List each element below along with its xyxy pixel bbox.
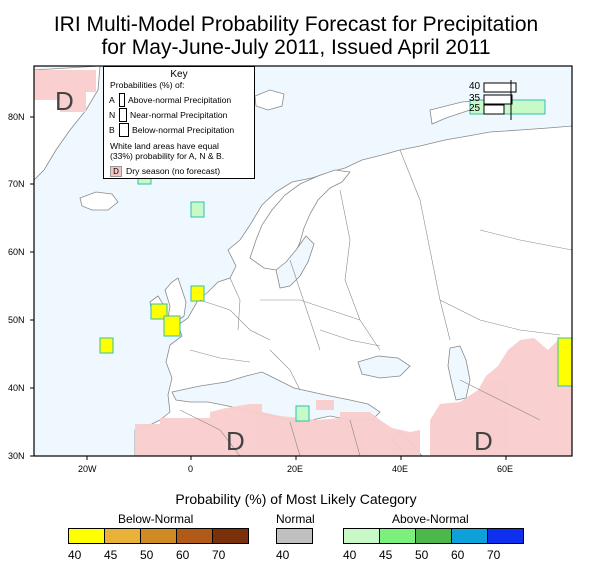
below-normal-patch-france bbox=[191, 286, 204, 301]
legend-swatch-below-normal-70 bbox=[212, 528, 249, 544]
key-subheading: Probabilities (%) of: bbox=[110, 80, 185, 90]
key-bar-a bbox=[119, 93, 125, 107]
sample-probability-bars bbox=[484, 80, 516, 120]
lon-label-20e: 20E bbox=[287, 464, 304, 474]
sample-value-n: 35 bbox=[469, 93, 481, 104]
dry-marker-greenland: D bbox=[55, 86, 74, 116]
lat-label-60n: 60N bbox=[8, 247, 25, 257]
lat-label-30n: 30N bbox=[8, 451, 25, 461]
key-letter-b: B bbox=[109, 125, 115, 135]
key-note-line1: White land areas have equal bbox=[110, 141, 219, 151]
legend-swatch-above-normal-50 bbox=[415, 528, 452, 544]
below-normal-patch-channel bbox=[164, 316, 180, 336]
sample-value-b: 25 bbox=[469, 103, 481, 114]
legend-group-below: Below-Normal bbox=[118, 512, 194, 526]
lon-label-40e: 40E bbox=[392, 464, 409, 474]
key-row-below: Below-normal Precipitation bbox=[132, 125, 235, 135]
dry-marker-middle-east: D bbox=[474, 426, 493, 456]
lat-label-80n: 80N bbox=[8, 112, 25, 122]
key-dry-swatch: D bbox=[110, 166, 122, 177]
legend-swatch-above-normal-40 bbox=[343, 528, 380, 544]
key-bar-b bbox=[119, 123, 129, 137]
map-title: IRI Multi-Model Probability Forecast for Precipitation bbox=[53, 13, 539, 36]
legend-label-below-normal-45: 45 bbox=[104, 548, 118, 562]
sample-value-a: 40 bbox=[469, 81, 481, 92]
legend-swatch-below-normal-50 bbox=[140, 528, 177, 544]
key-note-line2: (33%) probability for A, N & B. bbox=[110, 151, 225, 161]
legend-group-above: Above-Normal bbox=[392, 512, 469, 526]
lat-label-70n: 70N bbox=[8, 179, 25, 189]
key-row-above: Above-normal Precipitation bbox=[128, 95, 232, 105]
legend-swatch-normal-40 bbox=[276, 528, 313, 544]
legend-label-below-normal-70: 70 bbox=[212, 548, 226, 562]
key-bar-n bbox=[119, 108, 127, 122]
legend-label-above-normal-60: 60 bbox=[451, 548, 465, 562]
legend-swatch-below-normal-40 bbox=[68, 528, 105, 544]
legend-label-above-normal-50: 50 bbox=[415, 548, 429, 562]
key-heading: Key bbox=[170, 69, 188, 80]
legend-swatch-below-normal-60 bbox=[176, 528, 213, 544]
key-letter-n: N bbox=[109, 110, 116, 120]
dry-marker-africa: D bbox=[226, 426, 245, 456]
below-normal-patch-caspian bbox=[558, 338, 572, 386]
lon-label-20w: 20W bbox=[78, 464, 97, 474]
below-normal-patch-atlantic bbox=[100, 338, 113, 353]
legend-label-above-normal-70: 70 bbox=[487, 548, 501, 562]
key-box bbox=[103, 66, 255, 179]
legend-title: Probability (%) of Most Likely Category bbox=[175, 491, 417, 507]
lon-label-60e: 60E bbox=[497, 464, 514, 474]
above-normal-patch-norway bbox=[191, 202, 204, 217]
lon-label-0: 0 bbox=[188, 464, 194, 474]
key-dry-text: Dry season (no forecast) bbox=[126, 166, 221, 176]
legend-swatch-above-normal-70 bbox=[487, 528, 524, 544]
legend-swatch-above-normal-45 bbox=[379, 528, 416, 544]
legend-label-below-normal-40: 40 bbox=[68, 548, 82, 562]
lat-label-40n: 40N bbox=[8, 383, 25, 393]
legend-swatch-below-normal-45 bbox=[104, 528, 141, 544]
map-subtitle: for May-June-July 2011, Issued April 2011 bbox=[101, 36, 491, 59]
above-normal-patch-greece bbox=[296, 406, 309, 421]
legend-label-below-normal-50: 50 bbox=[140, 548, 154, 562]
dry-region-cyprus bbox=[316, 400, 334, 410]
lat-label-50n: 50N bbox=[8, 315, 25, 325]
legend-label-above-normal-45: 45 bbox=[379, 548, 393, 562]
legend-label-below-normal-60: 60 bbox=[176, 548, 190, 562]
legend-label-above-normal-40: 40 bbox=[343, 548, 357, 562]
legend-group-normal: Normal bbox=[276, 512, 315, 526]
key-row-near: Near-normal Precipitation bbox=[130, 110, 228, 120]
legend-label-normal-40: 40 bbox=[276, 548, 290, 562]
key-letter-a: A bbox=[109, 95, 115, 105]
legend-swatch-above-normal-60 bbox=[451, 528, 488, 544]
